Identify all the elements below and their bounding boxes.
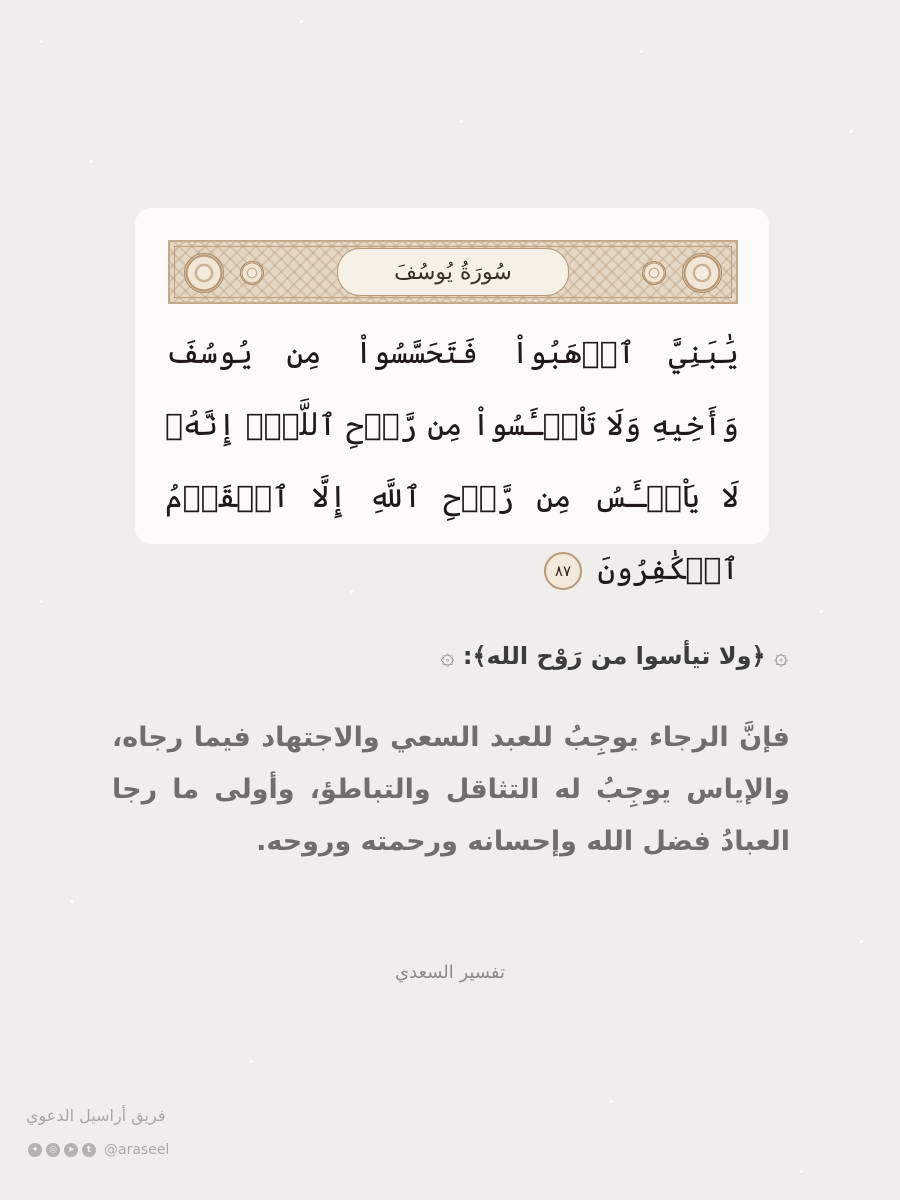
twitter-icon[interactable]: ✦ — [28, 1143, 42, 1157]
surah-cartouche — [337, 248, 569, 296]
telegram-icon[interactable]: ➤ — [64, 1143, 78, 1157]
verse-card — [135, 208, 769, 587]
surah-banner — [168, 240, 738, 304]
tumblr-icon[interactable]: t — [82, 1143, 96, 1157]
background-speck — [70, 900, 73, 903]
background-speck — [40, 40, 43, 43]
social-row — [28, 1142, 169, 1158]
background-speck — [40, 600, 43, 603]
background-speck — [860, 940, 863, 943]
tafsir-body: فإنَّ الرجاء يوجِبُ للعبد السعي والاجتهاد فيما رجاه، والإياس يوجِبُ له التثاقل والتباطؤ، وأولى ما رجا العبادُ فضل الله وإحسانه ورحمته وروحه. — [112, 722, 790, 857]
rosette-ornament-icon — [240, 261, 264, 285]
rosette-ornament-icon — [682, 253, 722, 293]
background-speck — [820, 610, 823, 613]
verse-body: يَٰبَنِيَّ ٱذۡهَبُواْ فَتَحَسَّسُواْ مِن يُوسُفَ وَأَخِيهِ وَلَا تَاْيۡـَٔسُواْ مِن رَّوۡحِ ٱللَّهِۖ إِنَّهُۥ لَا يَاْيۡـَٔسُ مِن رَّوۡحِ ٱللَّهِ إِلَّا ٱلۡقَوۡمُ ٱلۡكَٰفِرُونَ — [165, 336, 739, 587]
ayah-number-marker: ٨٧ — [544, 552, 582, 590]
tafsir-heading — [440, 642, 788, 670]
rosette-ornament-icon — [184, 253, 224, 293]
background-speck — [250, 1060, 253, 1063]
background-speck — [460, 120, 463, 123]
background-speck — [90, 160, 93, 163]
tafsir-source: تفسير السعدي — [394, 962, 506, 983]
surah-name: سُورَةُ يُوسُفَ — [394, 259, 512, 285]
ornament-star-icon: ۞ — [440, 642, 455, 670]
ornament-star-icon: ۞ — [773, 642, 788, 670]
background-speck — [300, 20, 303, 23]
instagram-icon[interactable]: ◎ — [46, 1143, 60, 1157]
tafsir-heading-text: ﴿ولا تيأسوا من رَوْح الله﴾: — [462, 642, 766, 670]
background-speck — [800, 1170, 803, 1173]
verse-text — [165, 318, 739, 606]
team-name: فريق أراسيل الدعوي — [26, 1106, 166, 1125]
rosette-ornament-icon — [642, 261, 666, 285]
background-speck — [640, 50, 643, 53]
background-speck — [610, 1100, 613, 1103]
social-handle[interactable]: @araseel — [104, 1142, 170, 1158]
background-speck — [850, 130, 853, 133]
